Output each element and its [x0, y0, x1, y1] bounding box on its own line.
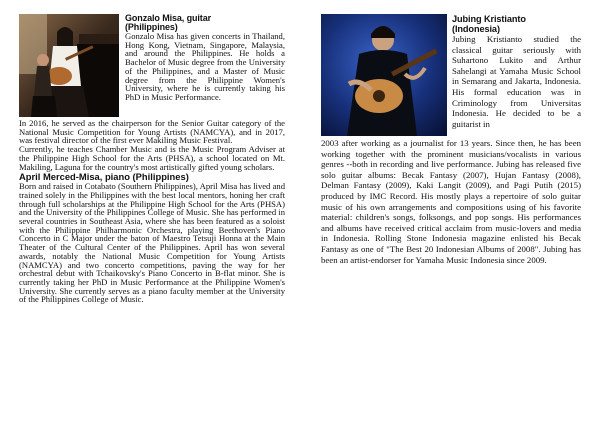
performer-name-line-2: (Indonesia) [452, 24, 500, 34]
guitarist-photo-image [321, 14, 447, 136]
april-bio-paragraph: Born and raised in Cotabato (Southern Philippines), April Misa has lived and trained solely in the Philippines with the best local mentors, honing her craft through full scholarships at the Philippine High School for the Arts (PHSA) and the University of the Philippines College of Music. She has performed in several countries in Southeast Asia, where she has been featured as a soloist with the Philippine Philharmonic Orchestra, playing Beethoven's Piano Concerto in C Major under the baton of Maestro Tetsuji Honna at the Main Theater of the Cultural Center of the Philippines. April has won several awards, notably the National Music Competition for Young Artists (NAMCYA) and two concerto competitions, paving the way for her orchestral debut with Tchaikovsky's Piano Concerto in B-flat minor. She is currently taking her PhD in Music Performance at the Philippine Women's University. She currently serves as a piano faculty member at the University of the Philippines College of Music. [19, 181, 285, 305]
jubing-bio-intro: Jubing Kristianto studied the classical guitar seriously with Suhartono Lukito and Arthur Sahelangi at Yamaha Music School in Semarang and Jakarta, Indonesia. His formal education was in Criminology from Universitas Indonesia. He decided to be a guitarist in [452, 34, 581, 129]
performer-name-line-1: Gonzalo Misa, guitar [125, 13, 212, 23]
right-column [321, 14, 581, 265]
gonzalo-bio-intro: Gonzalo Misa has given concerts in Thailand, Hong Kong, Vietnam, Singapore, Malaysia, and around the Philippines. He holds a Bachelor of Music degree from the University of the Philippines, and a Master of Music degree from the Philippine Women's University, where he is currently taking his PhD in Music Performance. [125, 31, 285, 102]
guitarist-photo [321, 14, 447, 136]
april-bio [19, 182, 285, 304]
gonzalo-bio-paragraph-2: In 2016, he served as the chairperson for the Senior Guitar category of the National Music Competition for Young Artists (NAMCYA), and in 2017, was festival director of the first ever Makiling Music Festival. [19, 118, 285, 146]
duo-photo [19, 14, 119, 117]
left-column [19, 14, 285, 304]
performer-name-line-2: (Philippines) [125, 22, 178, 32]
jubing-bio-continued: 2003 after working as a journalist for 13 years. Since then, he has been working together with the prominent musicians/vocalists in various genres --both in recording and live performance. Jubing has released five solo guitar albums: Becak Fantasy (2007), Hujan Fantasy (2008), Delman Fantasy (2009), Kaki Langit (2009), and Pagi Putih (2015) produced by IMC Record. His mostly plays a repertoire of solo guitar music of his own arrangements and compositions using of his favorite material: children's songs, folksongs, and pop songs. His performances and albums have received critical acclaim from music-lovers and media in Indonesia. Rolling Stone Indonesia magazine enlisted his Becak Fantasy as one of "The Best 20 Indonesian Albums of 2008". Jubing has been an artist-endorser for Yamaha Music Indonesia since 2009. [321, 138, 581, 265]
performer-name-line-1: Jubing Kristianto [452, 14, 526, 24]
performer-name-april: April Merced-Misa, piano (Philippines) [19, 171, 189, 183]
duo-photo-image [19, 14, 119, 117]
gonzalo-bio-paragraph-3: Currently, he teaches Chamber Music and is the Music Program Adviser at the Philippine High School for the Arts (PHSA), a school located on Mt. Makiling, Laguna for the country's most artistically gifted young scholars. [19, 144, 285, 172]
